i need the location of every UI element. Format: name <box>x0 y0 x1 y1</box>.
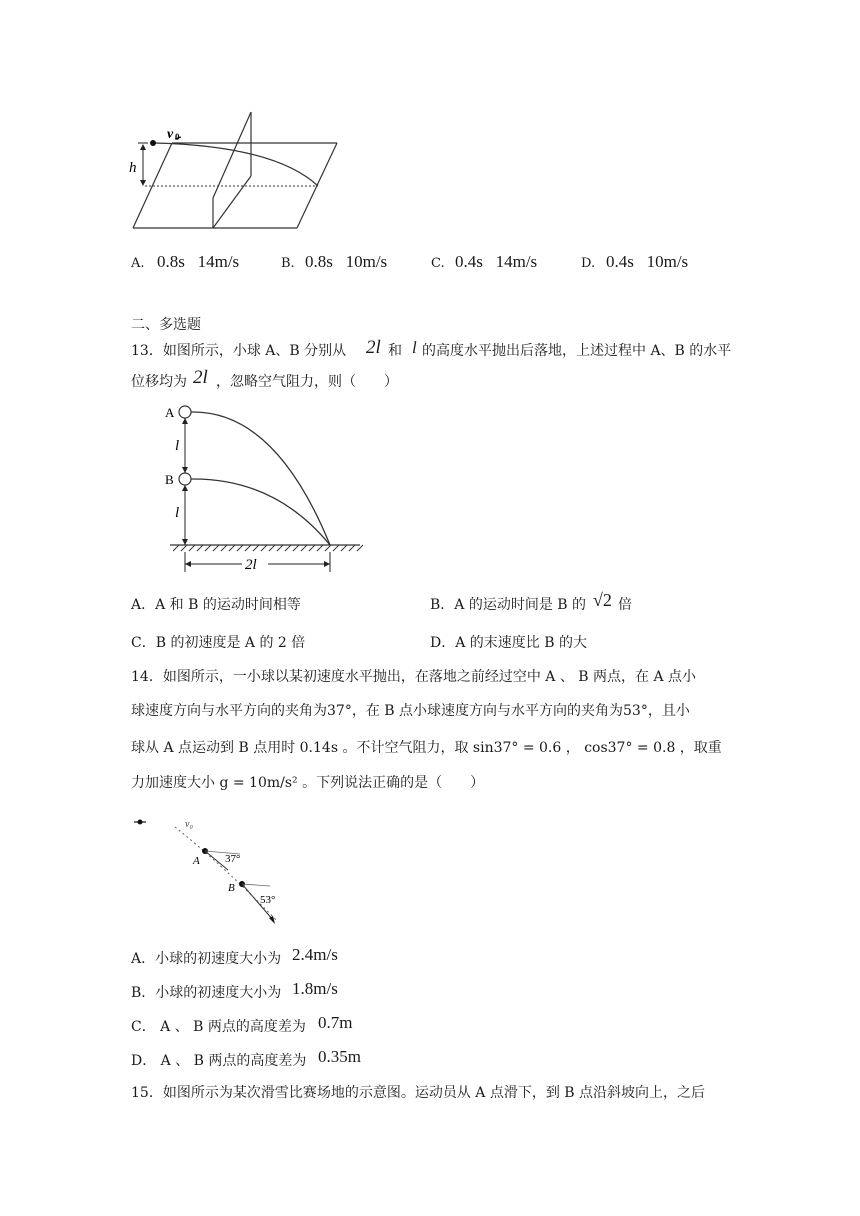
q12-option-a-letter: A. <box>131 256 145 271</box>
q13-line2-a: 位移均为 <box>131 374 187 390</box>
q13-fig-label-2l: 2l <box>245 557 257 573</box>
q13-option-a: A．A 和 B 的运动时间相等 <box>131 597 301 613</box>
q14-option-d-val: 0.35m <box>318 1047 361 1066</box>
q12-option-d-text: 0.4s 10m/s <box>606 252 689 271</box>
q13-option-d: D．A 的末速度比 B 的大 <box>430 635 587 651</box>
q14-option-b-val: 1.8m/s <box>292 979 338 998</box>
q14-figure <box>130 812 300 932</box>
q13-line1-b: 和 <box>388 343 402 359</box>
q14-fig-angle-a: 37° <box>225 853 241 865</box>
q13-line2-2l: 2l <box>193 367 208 388</box>
q13-line1-c: 的高度水平抛出后落地，上述过程中 A、B 的水平 <box>422 343 732 359</box>
q14-line4: 力加速度大小 g = 10m/s² 。下列说法正确的是（ ） <box>131 775 485 791</box>
q14-fig-v0: v₀ <box>185 819 193 830</box>
q13-line2-b: ，忽略空气阻力，则（ ） <box>216 374 398 390</box>
q14-option-c-val: 0.7m <box>318 1013 353 1032</box>
q12-option-d-letter: D. <box>581 256 596 271</box>
section-title: 二、多选题 <box>131 317 201 333</box>
q12-figure <box>125 108 385 238</box>
q14-fig-angle-b: 53° <box>260 894 276 906</box>
q13-line1-2l: 2l <box>366 337 381 358</box>
q13-fig-label-b: B <box>165 472 174 487</box>
q13-fig-label-l2: l <box>175 505 180 521</box>
q12-h-label: h <box>129 160 137 176</box>
q12-v0-label: v <box>167 127 174 142</box>
q14-option-d-pre: D． A 、 B 两点的高度差为 <box>131 1053 307 1069</box>
q13-figure <box>165 400 365 580</box>
q12-option-c-letter: C. <box>431 256 445 271</box>
q12-option-b-text: 0.8s 10m/s <box>305 252 388 271</box>
q14-fig-label-a: A <box>193 855 200 867</box>
q15-line1: 15．如图所示为某次滑雪比赛场地的示意图。运动员从 A 点滑下，到 B 点沿斜坡向上，之后 <box>131 1085 706 1101</box>
q14-fig-label-b: B <box>228 882 235 894</box>
q14-option-a-pre: A．小球的初速度大小为 <box>131 951 282 967</box>
q13-fig-label-a: A <box>165 405 175 420</box>
q13-option-c: C．B 的初速度是 A 的 2 倍 <box>131 635 306 651</box>
q13-option-b-post: 倍 <box>618 597 632 613</box>
q13-line1-l: l <box>412 338 417 357</box>
q14-option-b-pre: B．小球的初速度大小为 <box>131 985 282 1001</box>
q14-line2: 球速度方向与水平方向的夹角为37°，在 B 点小球速度方向与水平方向的夹角为53°，且小 <box>131 703 690 719</box>
q12-option-b-letter: B. <box>281 256 295 271</box>
q12-option-a-text: 0.8s 14m/s <box>157 252 240 271</box>
q13-option-b-math: √2 <box>593 590 612 610</box>
q13-option-b-pre: B．A 的运动时间是 B 的 <box>430 597 587 613</box>
q12-option-c-text: 0.4s 14m/s <box>455 252 538 271</box>
q14-option-a-val: 2.4m/s <box>292 945 338 964</box>
q14-option-c-pre: C． A 、 B 两点的高度差为 <box>131 1019 306 1035</box>
q13-fig-label-l1: l <box>175 438 180 454</box>
q12-v0-sub: 0 <box>175 132 180 142</box>
q14-line3: 球从 A 点运动到 B 点用时 0.14s 。不计空气阻力，取 sin37° = 0.6 ， cos37° = 0.8 ，取重 <box>131 740 722 756</box>
q13-line1-a: 13．如图所示，小球 A、B 分别从 <box>131 343 347 359</box>
q14-line1: 14．如图所示，一小球以某初速度水平抛出，在落地之前经过空中 A 、 B 两点，在 A 点小 <box>131 669 697 685</box>
